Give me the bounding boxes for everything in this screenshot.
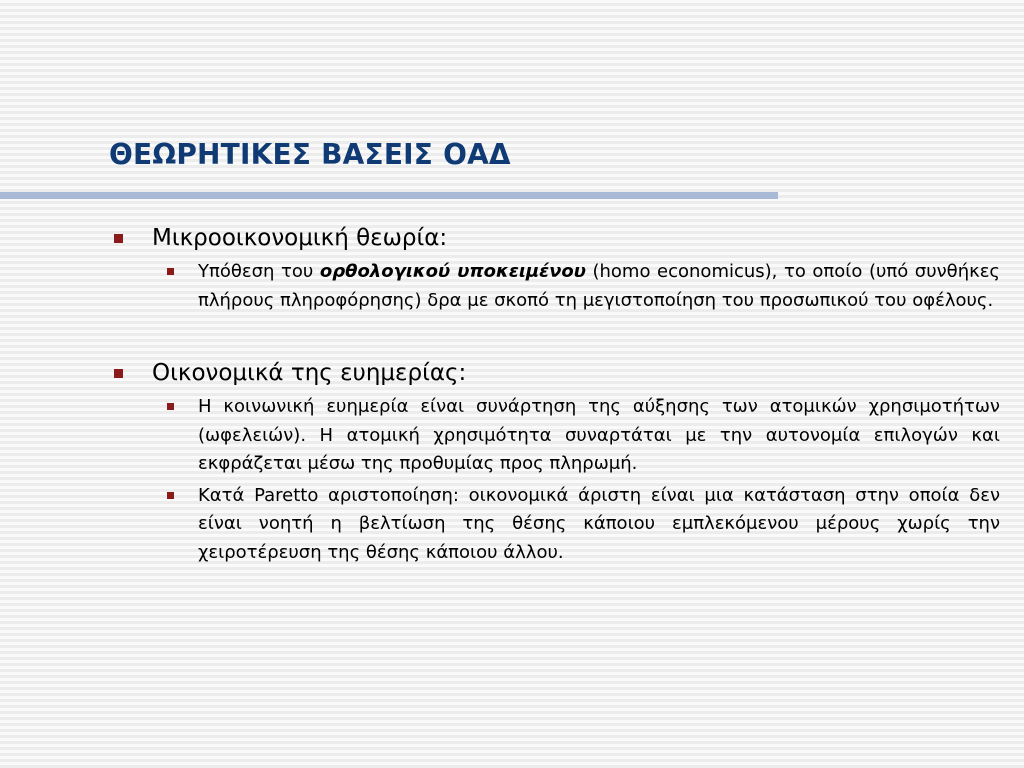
sub-bullet-text-end: (homo economicus), το οποίο (υπό συνθήκες πλήρους πληροφόρησης) δρα με σκοπό τη μεγιστοποίηση του προσωπικού του οφέλους. xyxy=(198,261,1001,311)
sub-bullet-item xyxy=(110,482,1000,568)
sub-bullet-text: Κατά Paretto αριστοποίηση: οικονομικά άριστη είναι μια κατάσταση στην οποία δεν είναι νοητή η βελτίωση της θέσης κάποιου εμπλεκόμενου μέρους χωρίς την χειροτέρευση της θέσης κάποιου άλλου. xyxy=(198,484,1000,563)
section-heading-welfare-economics xyxy=(110,357,1000,389)
slide-title: ΘΕΩΡΗΤΙΚΕΣ ΒΑΣΕΙΣ ΟΑΔ xyxy=(109,138,511,171)
sub-bullet-list xyxy=(110,258,1000,315)
sub-bullet-item xyxy=(110,258,1000,315)
sub-bullet-item xyxy=(110,393,1000,479)
section-heading-text: Μικροοικονομική θεωρία: xyxy=(152,225,448,251)
section-heading-text: Οικονομικά της ευημερίας: xyxy=(152,360,467,386)
sub-bullet-emphasis: ορθολογικού υποκειμένου xyxy=(319,261,586,282)
square-bullet-icon xyxy=(114,369,123,378)
sub-bullet-text-start: Υπόθεση του xyxy=(198,261,320,282)
slide-content xyxy=(110,222,1000,567)
square-bullet-icon xyxy=(114,234,123,243)
square-bullet-icon xyxy=(167,268,174,275)
square-bullet-icon xyxy=(167,403,174,410)
title-underline xyxy=(0,192,778,199)
square-bullet-icon xyxy=(167,492,174,499)
sub-bullet-text: Η κοινωνική ευημερία είναι συνάρτηση της αύξησης των ατομικών χρησιμοτήτων (ωφελειών). Η ατομική χρησιμότητα συναρτάται με την αυτονομία επιλογών και εκφράζεται μέσω της προθυμίας προς πληρωμή. xyxy=(198,396,1000,474)
sub-bullet-list xyxy=(110,393,1000,567)
section-heading-microeconomics xyxy=(110,222,1000,254)
